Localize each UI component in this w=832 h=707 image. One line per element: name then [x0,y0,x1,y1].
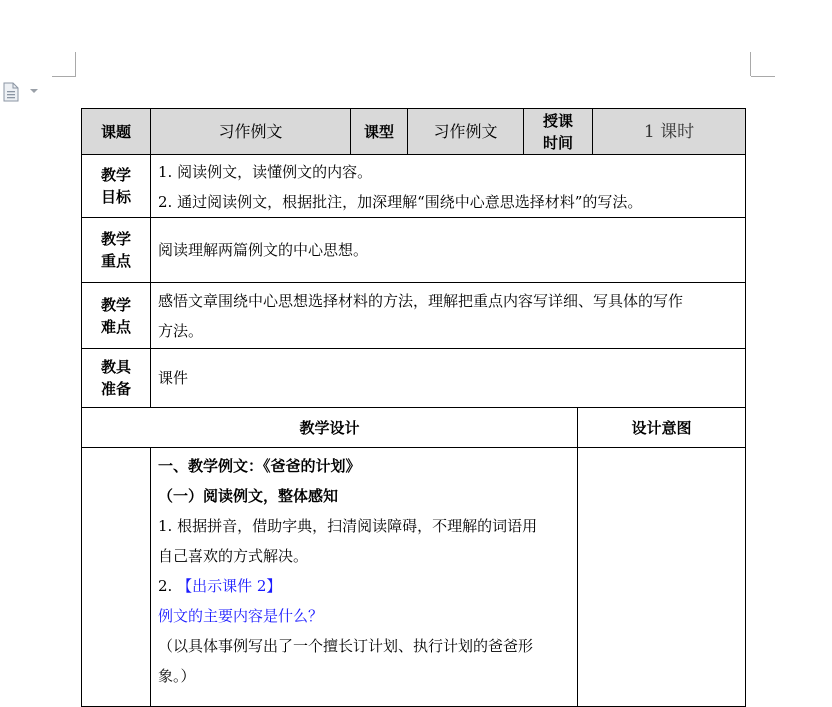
goals-content [150,154,746,218]
difficulties-label-line2: 难点 [100,317,131,336]
design-side-cell [81,447,151,707]
chevron-down-icon[interactable] [30,89,38,93]
tools-label-line1: 教具 [100,358,131,376]
time-label [523,108,593,155]
tools-label [81,348,151,408]
page-corner-mark [75,52,76,76]
time-label-line1: 授课 [542,111,573,130]
design-header: 教学设计 [81,407,578,448]
tools-content: 课件 [150,348,746,408]
paste-options-icon[interactable] [3,82,19,102]
step2-prefix: 2. [158,577,178,595]
time-label-line2: 时间 [542,133,573,152]
time-value: 1 课时 [592,108,746,155]
goals-label-line1: 教学 [100,166,131,184]
section-title: 一、教学例文：《爸爸的计划》 [158,457,361,475]
courseware-link[interactable]: 【出示课件 2】 [177,577,282,595]
step1-line: 1. 根据拼音，借助字典，扫清阅读障碍，不理解的词语用 [158,517,538,535]
difficulties-line: 方法。 [158,322,204,340]
difficulties-line: 感悟文章围绕中心思想选择材料的方法，理解把重点内容写详细、写具体的写作 [158,292,684,310]
type-label: 课型 [350,108,408,155]
answer-line: （以具体事例写出了一个擅长订计划、执行计划的爸爸形 [158,637,534,655]
page-corner-mark [751,76,775,77]
goals-label-line2: 目标 [100,188,131,206]
page-corner-mark [750,52,751,76]
question-text: 例文的主要内容是什么？ [158,607,324,625]
type-value: 习作例文 [407,108,524,155]
key-points-label [81,217,151,283]
step2-line [158,571,577,601]
difficulties-label [81,282,151,349]
subsection-title: （一）阅读例文，整体感知 [158,487,339,505]
step1-line: 自己喜欢的方式解决。 [158,547,309,565]
goal-item: 1. 阅读例文，读懂例文的内容。 [158,163,373,181]
intent-content [577,447,746,707]
subject-label: 课题 [81,108,151,155]
difficulties-label-line1: 教学 [100,295,131,314]
design-content [150,447,578,707]
key-points-content: 阅读理解两篇例文的中心思想。 [150,217,746,283]
answer-line: 象。） [158,667,196,685]
page-corner-mark [52,76,76,77]
tools-label-line2: 准备 [100,380,131,398]
key-points-label-line2: 重点 [100,252,131,270]
difficulties-content [150,282,746,349]
goals-label [81,154,151,218]
goal-item: 2. 通过阅读例文，根据批注，加深理解“围绕中心意思选择材料”的写法。 [158,193,643,211]
subject-value: 习作例文 [150,108,351,155]
key-points-label-line1: 教学 [100,230,131,248]
intent-header: 设计意图 [577,407,746,448]
